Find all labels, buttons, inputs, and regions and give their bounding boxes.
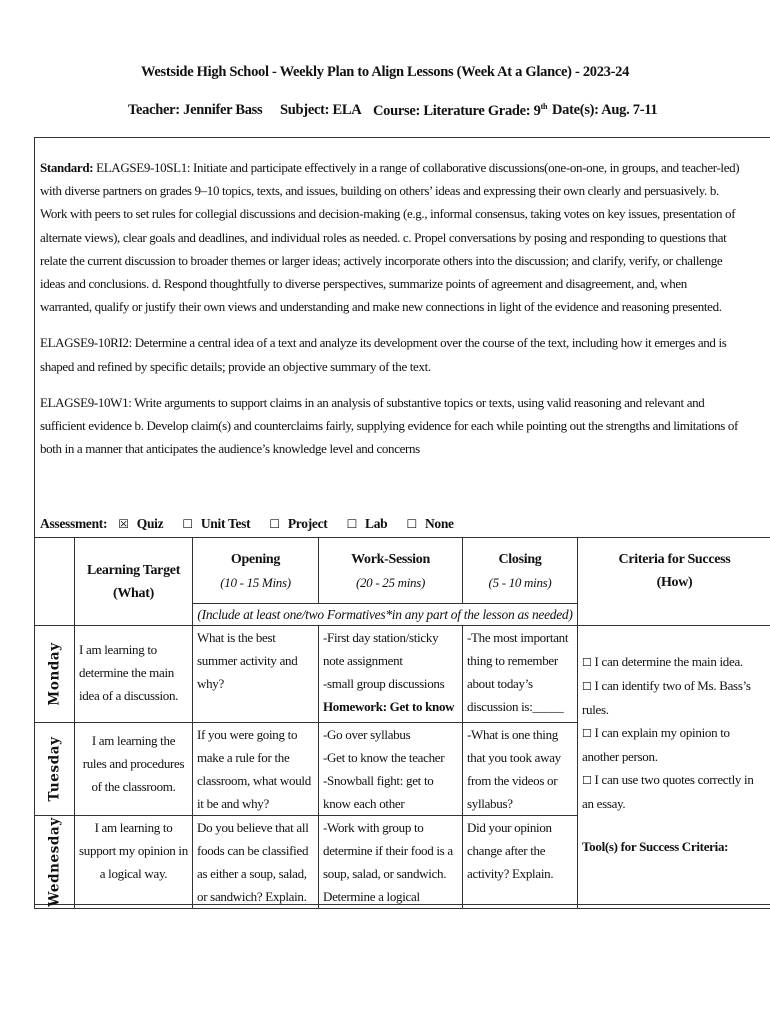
header-closing: Closing (5 - 10 mins) [463, 538, 578, 604]
standard-sl1: Standard: ELAGSE9-10SL1: Initiate and participate effectively in a range of collaborative discussions(one-on-one, in groups, and teacher-led) with diverse partners on grades 9–10 topics, texts, and issues, building on others’ ideas and expressing their own clearly and persuasively. b. Work with peers to set rules for collegial discussions and decision-making (e.g., informal consensus, taking votes on key issues, presentation of alternate views), clear goals and deadlines, and individual roles as needed. c. Propel conversations by posing and responding to questions that relate the current discussion to broader themes or larger ideas; actively incorporate others into the discussion; and clarify, verify, or challenge ideas and conclusions. d. Respond thoughtfully to diverse perspectives, summarize points of agreement and disagreement, and, when warranted, qualify or justify their own views and understanding and make new connections in light of the evidence and reasoning presented. [40, 160, 740, 315]
tuesday-learning-target: I am learning the rules and procedures of the classroom. [75, 723, 193, 816]
day-wednesday: Wednesday [35, 816, 75, 909]
header-day-blank [35, 538, 75, 626]
assessment-option-none[interactable]: ☐ None [406, 516, 454, 531]
subject-label: Subject: ELA [280, 102, 362, 118]
assessment-option-quiz[interactable]: ☒ Quiz [118, 516, 164, 531]
day-tuesday: Tuesday [35, 723, 75, 816]
assessment-option-lab[interactable]: ☐ Lab [346, 516, 388, 531]
standard-ri2: ELAGSE9-10RI2: Determine a central idea of a text and analyze its development over the course of the text, including how it emerges and is shaped and refined by specific details; provide an objective summary of the text. [40, 335, 727, 374]
checkbox-icon: ☐ [582, 727, 592, 740]
tuesday-opening: If you were going to make a rule for the classroom, what would it be and why? [193, 723, 319, 816]
assessment-label: Assessment: [40, 516, 108, 531]
header-learning-target: Learning Target (What) [75, 538, 193, 626]
wednesday-opening: Do you believe that all foods can be classified as either a soup, salad, or sandwich? Explain. [193, 816, 319, 909]
wednesday-closing: Did your opinion change after the activity? Explain. [463, 816, 578, 909]
course-label: Course: Literature Grade: 9th [373, 102, 548, 119]
checked-box-icon: ☒ [118, 517, 129, 531]
assessment-option-unit-test[interactable]: ☐ Unit Test [182, 516, 251, 531]
document-title: Westside High School - Weekly Plan to Align Lessons (Week At a Glance) - 2023-24 [140, 64, 630, 80]
tuesday-work-session: -Go over syllabus -Get to know the teacher -Snowball fight: get to know each other [319, 723, 463, 816]
monday-work-session: -First day station/sticky note assignment -small group discussions Homework: Get to know [319, 626, 463, 723]
day-monday: Monday [35, 626, 75, 723]
tools-label: Tool(s) for Success Criteria: [582, 839, 729, 854]
header-opening: Opening (10 - 15 Mins) [193, 538, 319, 604]
criteria-list [578, 626, 770, 909]
monday-closing: -The most important thing to remember about today’s discussion is:_____ [463, 626, 578, 723]
monday-opening: What is the best summer activity and why? [193, 626, 319, 723]
criteria-item: ☐ I can determine the main idea. [582, 654, 743, 669]
teacher-label: Teacher: Jennifer Bass [128, 102, 263, 118]
wednesday-work-session: -Work with group to determine if their food is a soup, salad, or sandwich. Determine a logical [319, 816, 463, 909]
standards-block [40, 156, 740, 473]
checkbox-icon: ☐ [582, 774, 592, 787]
wednesday-learning-target: I am learning to support my opinion in a logical way. [75, 816, 193, 909]
monday-homework: Homework: Get to know [323, 699, 455, 714]
assessment-option-project[interactable]: ☐ Project [269, 516, 328, 531]
criteria-item: ☐ I can identify two of Ms. Bass’s rules. [582, 678, 751, 717]
checkbox-icon: ☐ [182, 517, 193, 531]
checkbox-icon: ☐ [346, 517, 358, 531]
assessment-row [40, 516, 470, 532]
criteria-item: ☐ I can explain my opinion to another person. [582, 725, 730, 764]
checkbox-icon: ☐ [406, 517, 417, 531]
standard-w1: ELAGSE9-10W1: Write arguments to support claims in an analysis of substantive topics or texts, using valid reasoning and relevant and sufficient evidence b. Develop claim(s) and counterclaims fairly, supplying evidence for each while pointing out the strengths and limitations of both in a manner that anticipates the audience’s knowledge level and concerns [40, 394, 738, 457]
formatives-note: (Include at least one/two Formatives*in any part of the lesson as needed) [193, 604, 578, 626]
lesson-plan-table [34, 537, 770, 909]
monday-learning-target: I am learning to determine the main idea of a discussion. [75, 626, 193, 723]
dates-label: Date(s): Aug. 7-11 [552, 102, 658, 118]
header-work-session: Work-Session (20 - 25 mins) [319, 538, 463, 604]
header-criteria: Criteria for Success (How) [578, 538, 770, 626]
checkbox-icon: ☐ [269, 517, 280, 531]
criteria-item: ☐ I can use two quotes correctly in an essay. [582, 772, 754, 811]
checkbox-icon: ☐ [582, 680, 592, 693]
checkbox-icon: ☐ [582, 656, 592, 669]
tuesday-closing: -What is one thing that you took away from the videos or syllabus? [463, 723, 578, 816]
